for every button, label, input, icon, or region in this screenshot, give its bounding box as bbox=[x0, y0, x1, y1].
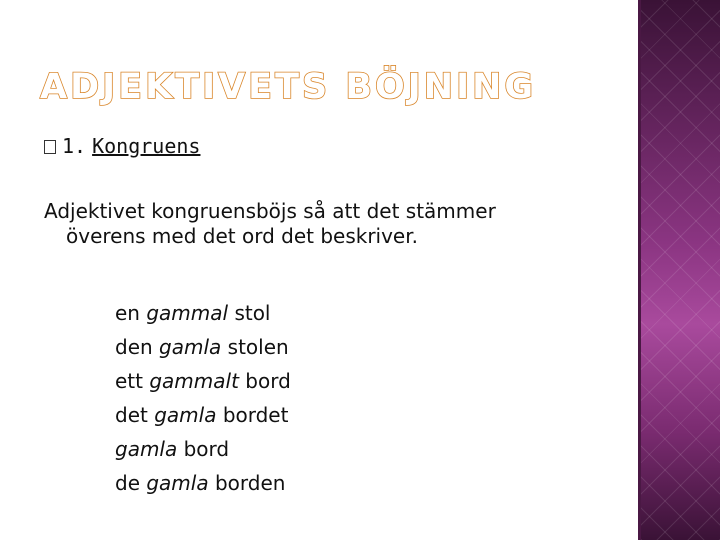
bullet-item bbox=[44, 134, 200, 158]
example-adjective: gamla bbox=[146, 471, 209, 495]
example-article: de bbox=[115, 471, 140, 495]
paragraph-line-2: överens med det ord det beskriver. bbox=[66, 224, 418, 248]
example-noun: stol bbox=[234, 301, 271, 325]
example-adjective: gammalt bbox=[149, 369, 239, 393]
example-row bbox=[115, 330, 291, 364]
example-noun: borden bbox=[214, 471, 286, 495]
description-paragraph bbox=[44, 199, 624, 249]
example-row bbox=[115, 466, 291, 500]
example-noun: bordet bbox=[222, 403, 289, 427]
example-article: den bbox=[115, 335, 153, 359]
checkbox-bullet-icon bbox=[44, 140, 56, 154]
example-row bbox=[115, 432, 291, 466]
example-row bbox=[115, 398, 291, 432]
example-article: det bbox=[115, 403, 148, 427]
example-adjective: gammal bbox=[146, 301, 229, 325]
example-row bbox=[115, 296, 291, 330]
example-article: en bbox=[115, 301, 140, 325]
bullet-number: 1. bbox=[62, 134, 87, 158]
bullet-text: Kongruens bbox=[92, 134, 201, 158]
example-adjective: gamla bbox=[115, 437, 178, 461]
example-article: ett bbox=[115, 369, 143, 393]
example-noun: bord bbox=[183, 437, 230, 461]
example-adjective: gamla bbox=[154, 403, 217, 427]
slide-title: ADJEKTIVETS BÖJNING bbox=[40, 67, 537, 107]
example-noun: stolen bbox=[227, 335, 289, 359]
example-row bbox=[115, 364, 291, 398]
paragraph-line-1: Adjektivet kongruensböjs så att det stämmer bbox=[44, 199, 496, 223]
example-list bbox=[115, 296, 291, 500]
example-noun: bord bbox=[245, 369, 291, 393]
decorative-side-panel bbox=[641, 0, 720, 540]
example-adjective: gamla bbox=[159, 335, 222, 359]
